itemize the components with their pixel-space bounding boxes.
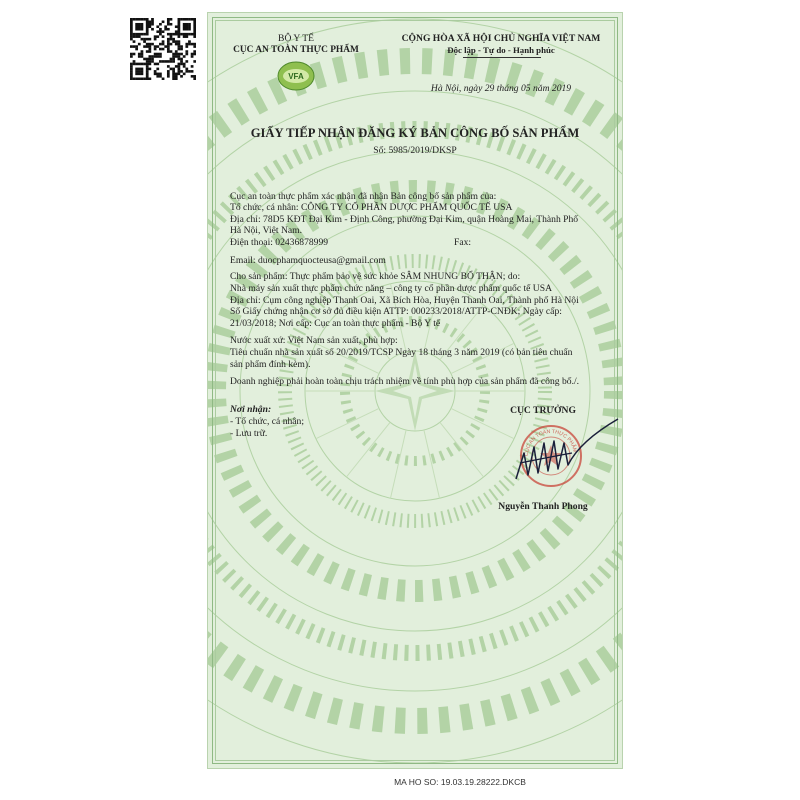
agency-name: CỤC AN TOÀN THỰC PHẨM	[233, 45, 359, 55]
phone-line: Điện thoại: 02436878999	[230, 237, 329, 248]
origin-line: Nước xuất xứ: Việt Nam sản xuất, phù hợp:	[230, 335, 398, 346]
manufacturer-line: Nhà máy sản xuất thực phẩm chức năng – công ty cổ phần dược phẩm quốc tế USA	[230, 283, 552, 294]
organization-line: Tổ chức, cá nhân: CÔNG TY CỔ PHẦN DƯỢC PHẨM QUỐC TẾ USA	[230, 202, 513, 213]
document-title: GIẤY TIẾP NHẬN ĐĂNG KÝ BẢN CÔNG BỐ SẢN PHẨM	[250, 126, 580, 140]
country-name: CỘNG HÒA XÃ HỘI CHỦ NGHĨA VIỆT NAM	[401, 33, 601, 44]
place-date: Hà Nội, ngày 29 tháng 05 năm 2019	[430, 83, 572, 94]
motto-underline	[463, 57, 541, 58]
standard-line-2: sản phẩm đính kèm).	[230, 359, 311, 370]
fax-line: Fax:	[454, 237, 472, 248]
national-motto: Độc lập - Tự do - Hạnh phúc	[447, 45, 555, 55]
svg-text:VFA: VFA	[288, 72, 304, 81]
certificate-document	[207, 12, 623, 769]
recipient-item: - Tổ chức, cá nhân;	[230, 416, 305, 427]
handwritten-signature	[510, 413, 620, 493]
ministry-name: BỘ Y TẾ	[278, 33, 314, 44]
certificate-line-1: Số Giấy chứng nhận cơ sở đủ điều kiện ATTP: 000233/2018/ATTP-CNĐK; Ngày cấp:	[230, 306, 562, 317]
signer-role: CỤC TRƯỞNG	[510, 405, 576, 416]
email-line: Email: duocphamquocteusa@gmail.com	[230, 255, 386, 266]
qr-code	[130, 18, 196, 80]
product-line: Cho sản phẩm: Thực phẩm bảo vệ sức khỏe SÂM NHUNG BỔ THẬN; do:	[230, 271, 521, 282]
recipients-label: Nơi nhận:	[230, 404, 272, 415]
certificate-line-2: 21/03/2018; Nơi cấp: Cục an toàn thực phẩm - Bộ Y tế	[230, 318, 441, 329]
address-line-1: Địa chỉ: 78D5 KĐT Đại Kim - Định Công, phường Đại Kim, quận Hoàng Mai, Thành Phố	[230, 214, 579, 225]
recipient-item: - Lưu trữ.	[230, 428, 268, 439]
intro-line: Cục an toàn thực phẩm xác nhận đã nhận Bản công bố sản phẩm của:	[230, 191, 497, 202]
factory-address-line: Địa chỉ: Cụm công nghiệp Thanh Oai, Xã Bích Hòa, Huyện Thanh Oai, Thành phố Hà Nội	[230, 295, 579, 306]
address-line-2: Hà Nội, Việt Nam.	[230, 225, 302, 236]
svg-text:CỤC AN TOÀN THỰC PHẨM: CỤC AN TOÀN THỰC PHẨM	[523, 428, 578, 457]
agency-logo	[277, 61, 315, 91]
signer-name: Nguyễn Thanh Phong	[498, 501, 588, 512]
dossier-code: MA HO SO: 19.03.19.28222.DKCB	[394, 777, 526, 787]
standard-line-1: Tiêu chuẩn nhà sản xuất số 20/2019/TCSP Ngày 18 tháng 3 năm 2019 (có bản tiêu chuẩn	[230, 347, 573, 358]
document-number: Số: 5985/2019/DKSP	[373, 145, 457, 156]
responsibility-line: Doanh nghiệp phải hoàn toàn chịu trách nhiệm về tính phù hợp của sản phẩm đã công bố./.	[230, 376, 580, 387]
